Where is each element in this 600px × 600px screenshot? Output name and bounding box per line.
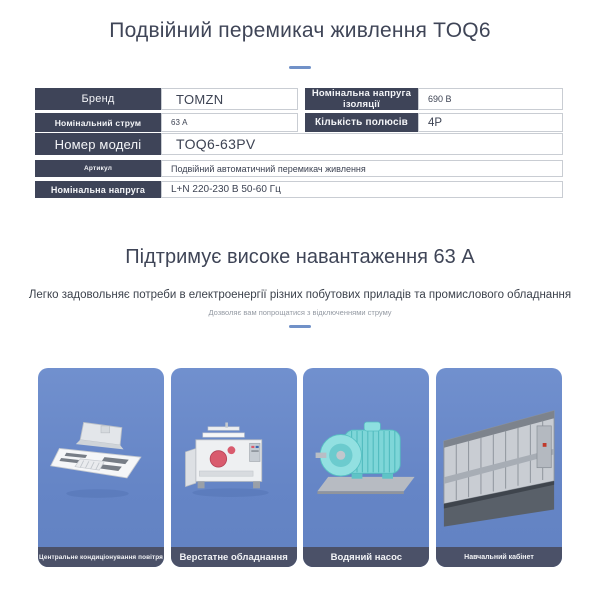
spec-value-article: Подвійний автоматичний перемикач живлення (161, 160, 563, 177)
feature-heading: Підтримує високе навантаження 63 А (125, 246, 475, 268)
spec-label-article: Артикул (35, 160, 161, 177)
water-pump-illustration (303, 368, 429, 547)
spec-label-rated-voltage: Номінальна напруга (35, 181, 161, 198)
card-caption-machine-tool: Верстатне обладнання (171, 547, 297, 567)
application-card-air-conditioning (38, 368, 164, 567)
spec-label-insulation-voltage: Номінальна напруга ізоляції (305, 88, 418, 110)
feature-divider (289, 325, 311, 328)
card-caption-water-pump: Водяний насос (303, 547, 429, 567)
spec-label-brand: Бренд (35, 88, 161, 110)
feature-subheading: Легко задовольняє потреби в електроенергії різних побутових приладів та промислового обладнання (28, 289, 572, 301)
page-title: Подвійний перемикач живлення TOQ6 (109, 19, 491, 42)
feature-note: Дозволяє вам попрощатися з відключеннями струму (208, 308, 392, 317)
spec-row-brand-insulation (35, 88, 563, 110)
application-card-water-pump (303, 368, 429, 567)
air-conditioner-illustration (38, 368, 164, 547)
application-cards (38, 368, 562, 567)
spec-value-brand: TOMZN (161, 88, 298, 110)
water-pump-icon (312, 403, 420, 513)
spec-row-article (35, 160, 563, 177)
air-conditioner-icon (49, 403, 153, 513)
industrial-cabinet-illustration (436, 368, 562, 547)
spec-row-rated-voltage (35, 181, 563, 198)
title-divider (289, 66, 311, 69)
spec-value-poles: 4P (418, 113, 563, 132)
spec-value-rated-voltage: L+N 220-230 В 50-60 Гц (161, 181, 563, 198)
card-caption-cabinet: Навчальний кабінет (436, 547, 562, 567)
spec-row-current-poles (35, 113, 563, 132)
machine-tool-icon (182, 403, 286, 513)
spec-value-insulation-voltage: 690 В (418, 88, 563, 110)
industrial-cabinet-icon (442, 382, 556, 542)
spec-value-model: TOQ6-63PV (161, 133, 563, 155)
spec-table (35, 88, 563, 199)
spec-row-model (35, 133, 563, 155)
card-caption-air-conditioning: Центральне кондиціонування повітря (38, 547, 164, 567)
application-card-cabinet (436, 368, 562, 567)
application-card-machine-tool (171, 368, 297, 567)
spec-label-model: Номер моделі (35, 133, 161, 155)
spec-value-rated-current: 63 А (161, 113, 298, 132)
machine-tool-illustration (171, 368, 297, 547)
spec-label-rated-current: Номінальний струм (35, 113, 161, 132)
spec-label-poles: Кількість полюсів (305, 113, 418, 132)
